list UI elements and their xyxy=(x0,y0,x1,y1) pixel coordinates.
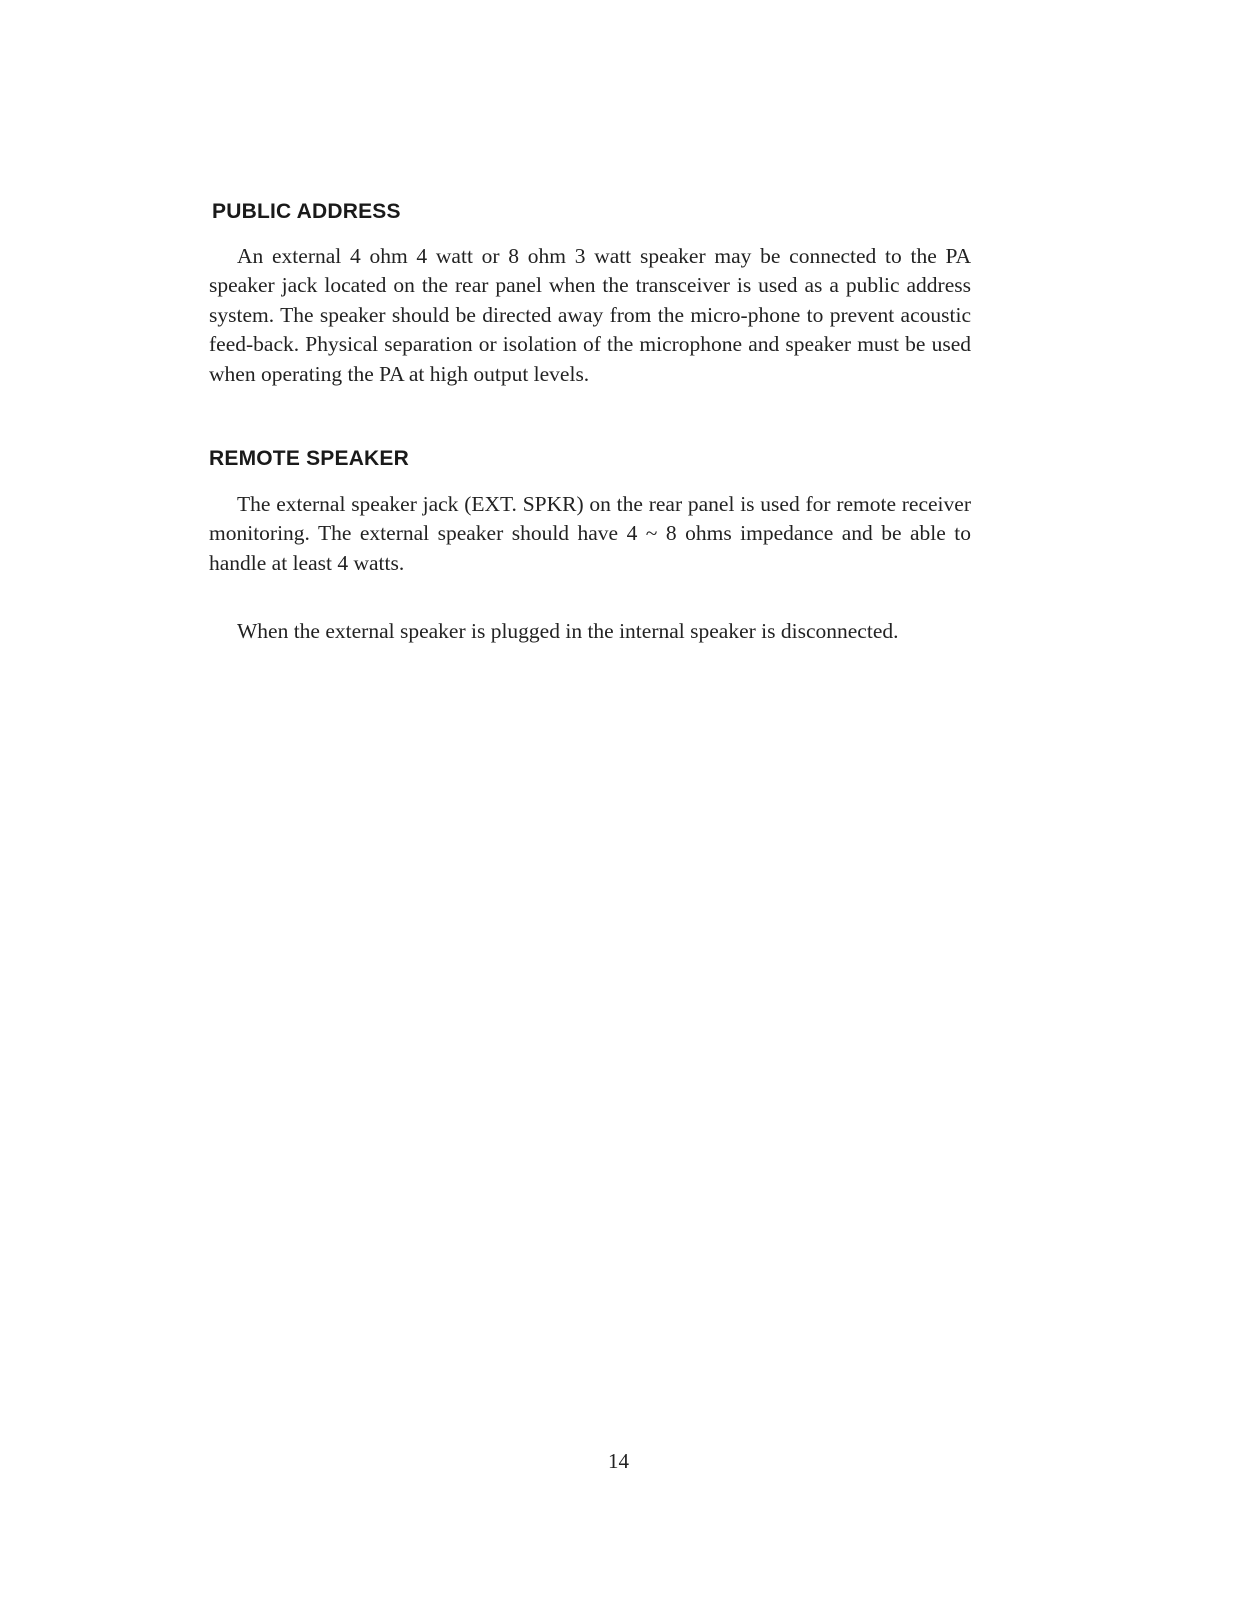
section-heading-remote-speaker: REMOTE SPEAKER xyxy=(209,447,409,470)
remote-speaker-note: When the external speaker is plugged in the internal speaker is disconnected. xyxy=(237,619,899,643)
public-address-paragraph: An external 4 ohm 4 watt or 8 ohm 3 watt speaker may be connected to the PA speaker jack located on the rear panel when the transceiver is used as a public address system. The speaker should be directed away from the micro-phone to prevent acoustic feed-back. Physical separation or isolation of the microphone and speaker must be used when operating the PA at high output levels. xyxy=(209,244,971,386)
page-number: 14 xyxy=(608,1449,629,1473)
section-heading-public-address: PUBLIC ADDRESS xyxy=(212,200,401,223)
remote-speaker-paragraph: The external speaker jack (EXT. SPKR) on the rear panel is used for remote receiver monitoring. The external speaker should have 4 ~ 8 ohms impedance and be able to handle at least 4 watts. xyxy=(209,492,971,575)
